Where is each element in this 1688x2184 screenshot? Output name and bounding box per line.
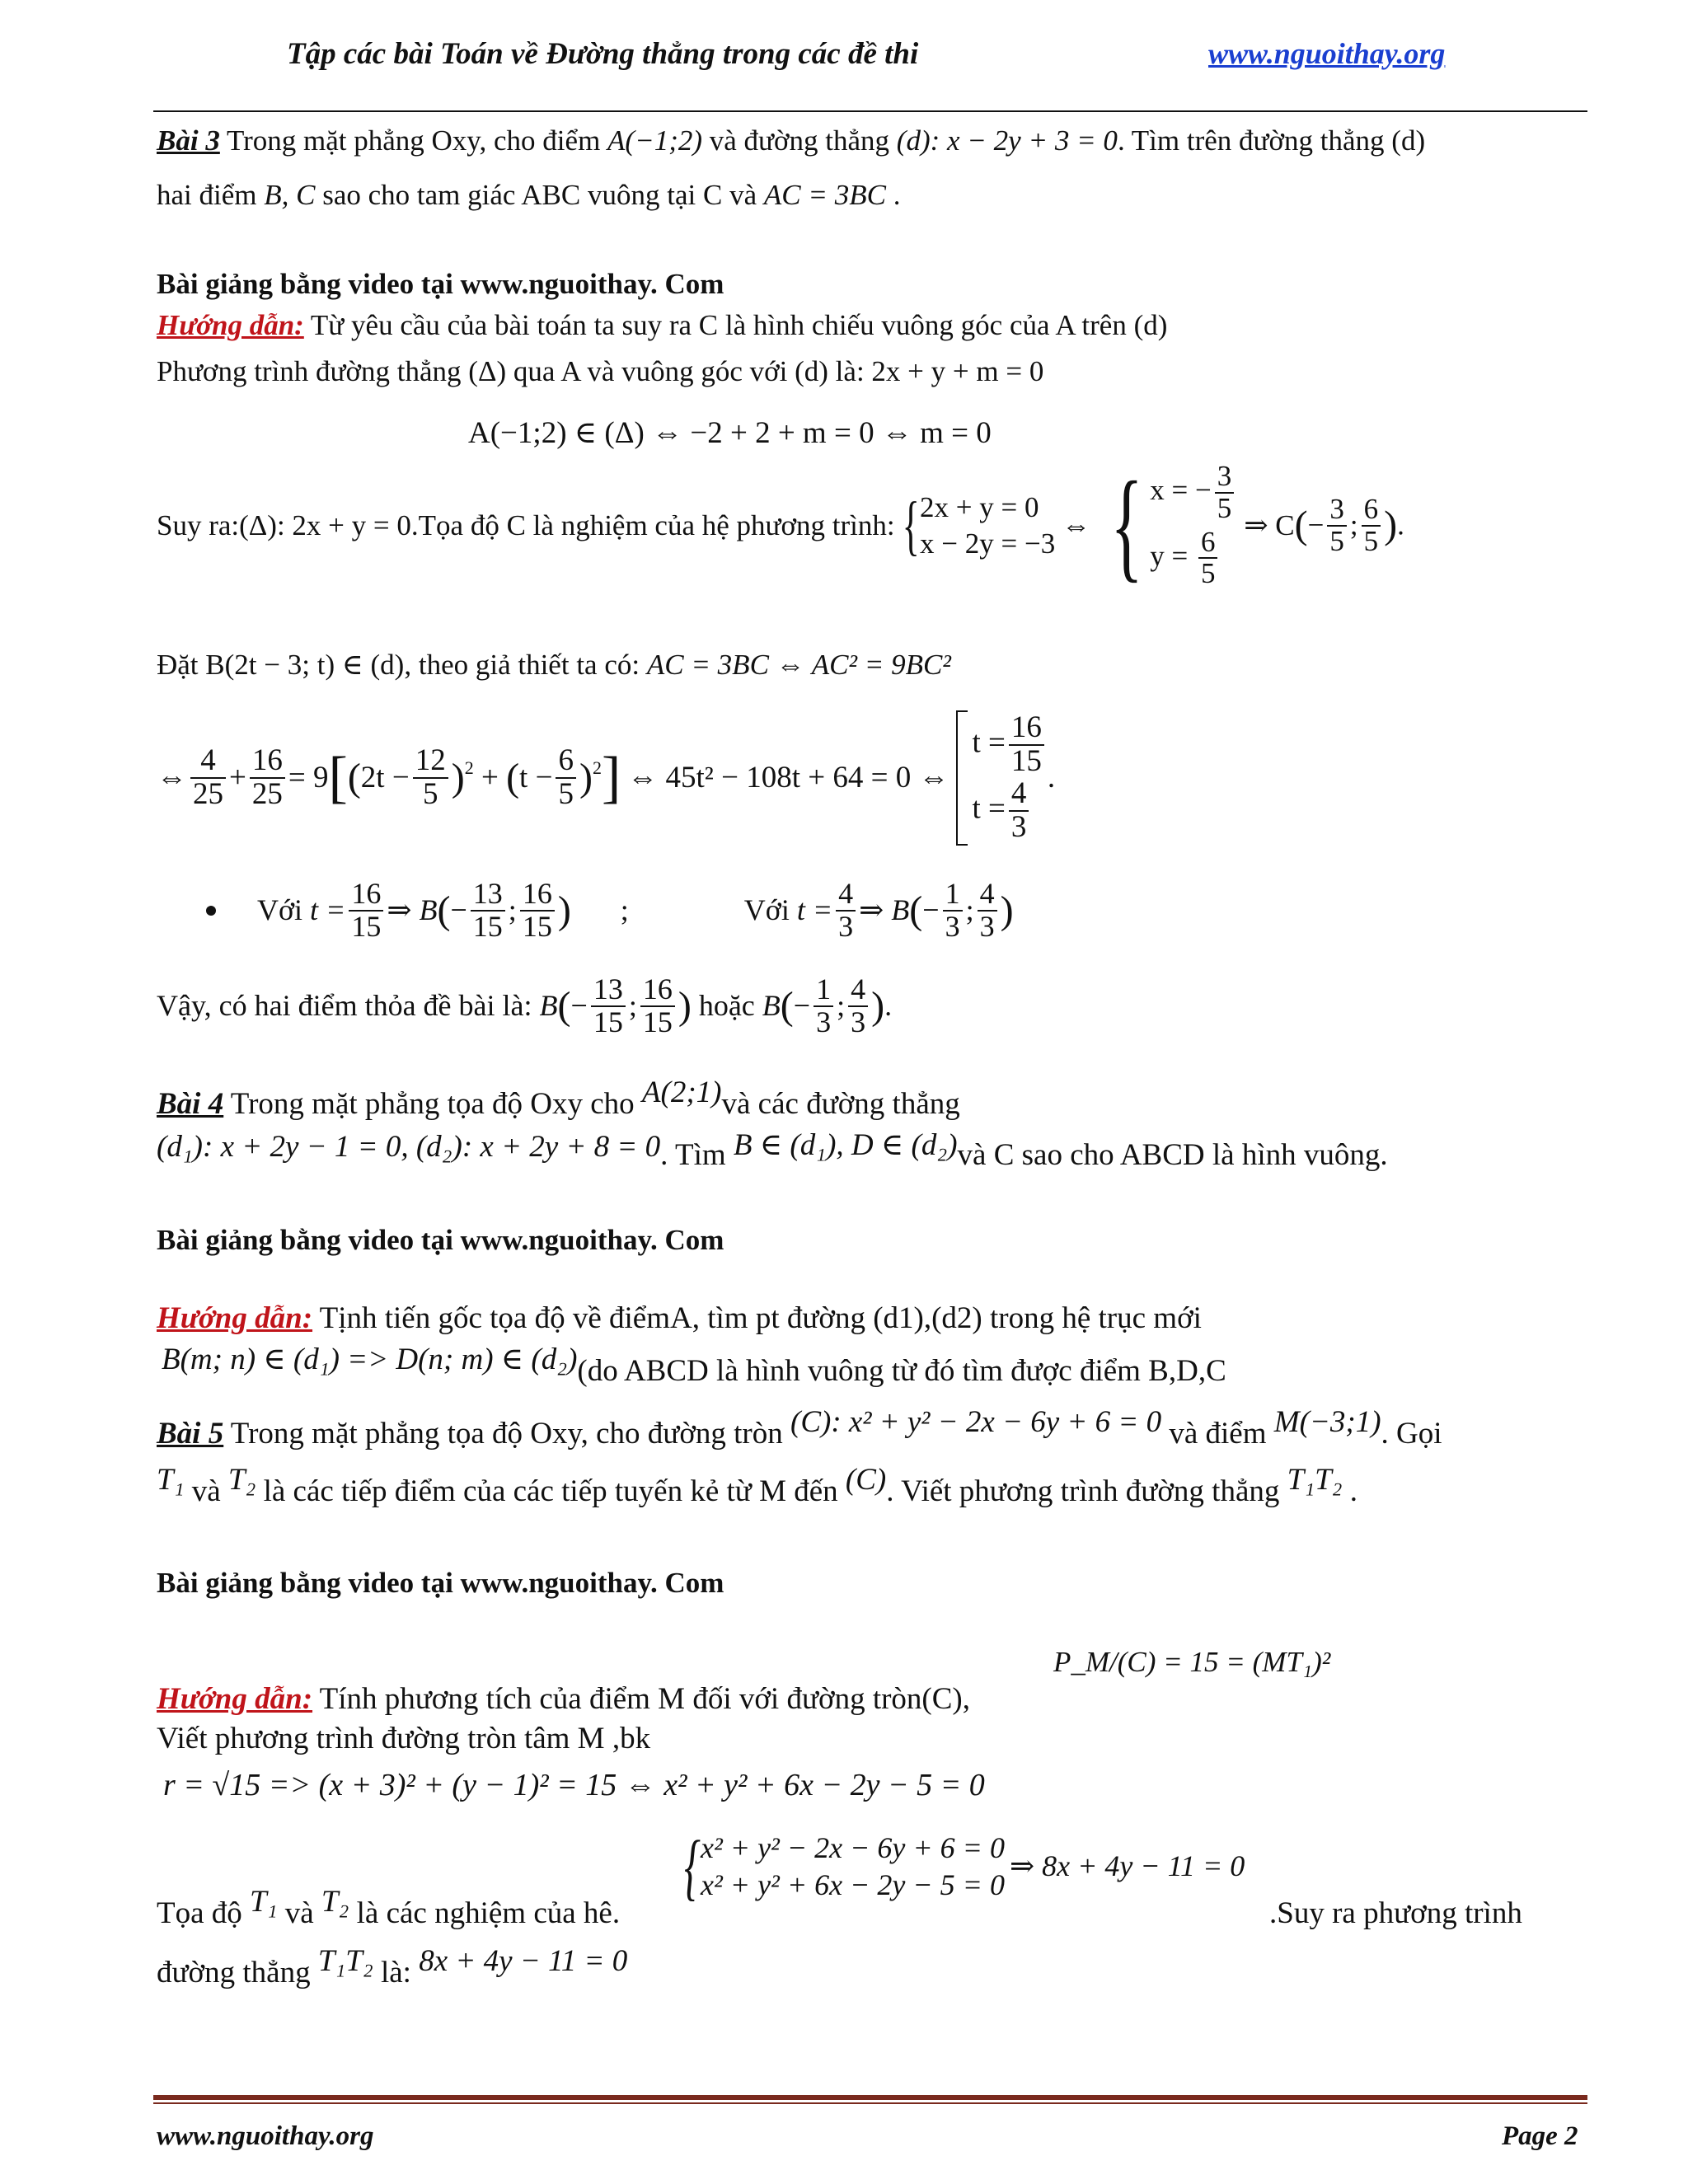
page-number: Page 2 bbox=[1502, 2121, 1578, 2151]
bai3-text: hoặc bbox=[691, 989, 762, 1023]
bai5-t2: T₂ bbox=[227, 1463, 256, 1497]
fraction bbox=[978, 879, 997, 943]
fraction bbox=[1327, 494, 1347, 557]
fraction bbox=[814, 974, 833, 1038]
fraction-num: 16 bbox=[520, 879, 555, 912]
plus: + bbox=[229, 760, 246, 794]
bai3-delta-line bbox=[157, 354, 1043, 389]
square: 2 bbox=[464, 757, 474, 779]
bai4-lines: (d₁): x + 2y − 1 = 0, (d₂): x + 2y + 8 = 0 bbox=[157, 1130, 661, 1164]
bai5-guide-line bbox=[157, 1681, 970, 1718]
bai3-implies-c: ⇒ C bbox=[1244, 509, 1295, 541]
bai5-system-brace: { bbox=[684, 1825, 701, 1908]
bai5-statement-line1 bbox=[157, 1405, 1442, 1452]
bracket: ] bbox=[601, 746, 621, 809]
plus: + bbox=[473, 760, 507, 794]
bai3-text: hai điểm bbox=[157, 179, 265, 211]
fraction-den: 15 bbox=[642, 1005, 673, 1038]
paren: ) bbox=[557, 888, 571, 932]
fraction bbox=[1198, 527, 1218, 590]
term: t − bbox=[519, 760, 553, 794]
bai5-guide-label: Hướng dẫn: bbox=[157, 1682, 313, 1716]
bai3-solution bbox=[1150, 462, 1237, 589]
bai3-system-line bbox=[157, 457, 1404, 593]
fraction-den: 3 bbox=[838, 909, 854, 943]
bai4-guide-label: Hướng dẫn: bbox=[157, 1301, 313, 1335]
t-var: t = bbox=[310, 893, 346, 927]
fraction bbox=[1009, 778, 1029, 844]
bai4-video-note: Bài giảng bằng video tại www.nguoithay. Com bbox=[157, 1224, 724, 1256]
bai4-text: và C sao cho ABCD là hình vuông. bbox=[957, 1138, 1388, 1172]
bai3-roots bbox=[973, 712, 1048, 843]
fraction-num: 1 bbox=[943, 879, 963, 912]
bai3-text: Suy ra: bbox=[157, 509, 240, 541]
bai4-mapping: B(m; n) ∈ (d₁) => D(n; m) ∈ (d₂) bbox=[162, 1343, 578, 1376]
fraction-num: 4 bbox=[848, 974, 868, 1007]
bai5-t1: T₁ bbox=[250, 1885, 278, 1919]
fraction-den: 5 bbox=[422, 777, 438, 811]
bai3-membership-equation: A(−1;2) ∈ (Δ) ⇔ −2 + 2 + m = 0 ⇔ m = 0 bbox=[468, 416, 992, 450]
term: 2t − bbox=[360, 760, 410, 794]
bai5-text: là: bbox=[373, 1956, 420, 1990]
fraction bbox=[943, 879, 963, 943]
fraction-num: 6 bbox=[556, 745, 576, 779]
bai5-radius-equation: r = √15 => (x + 3)² + (y − 1)² = 15 ⇔ x² + y² + 6x − 2y − 5 = 0 bbox=[163, 1768, 985, 1802]
bai3-text: Với bbox=[743, 893, 797, 927]
bai3-statement-line1 bbox=[157, 124, 1425, 158]
semicolon: ; bbox=[620, 893, 629, 927]
bai3-text: .Tọa độ C là nghiệm của hệ phương trình: bbox=[410, 509, 895, 541]
footer-divider bbox=[153, 2095, 1587, 2100]
bai5-text: Trong mặt phẳng tọa độ Oxy, cho đường tròn bbox=[223, 1417, 790, 1451]
bracket: [ bbox=[328, 746, 348, 809]
bai3-text: và đường thẳng bbox=[702, 124, 897, 157]
paren: ( bbox=[1294, 503, 1308, 547]
bai5-text: Tọa độ bbox=[157, 1896, 251, 1930]
bai5-t1: T₁ bbox=[157, 1463, 185, 1497]
bai3-text: Phương trình đường thẳng bbox=[157, 355, 469, 387]
bai3-text: y = bbox=[1150, 539, 1195, 572]
bai5-text: . bbox=[1342, 1474, 1358, 1508]
bai3-system-eq2: x − 2y = −3 bbox=[920, 527, 1056, 560]
semicolon: ; bbox=[837, 989, 846, 1023]
bai5-text: là các nghiệm của hê. bbox=[349, 1896, 621, 1930]
bai5-text: và điểm bbox=[1161, 1417, 1274, 1451]
bai3-guide-label: Hướng dẫn: bbox=[157, 309, 304, 341]
b-var: B bbox=[762, 989, 781, 1023]
fraction-num: 16 bbox=[349, 879, 383, 912]
bai5-text: và bbox=[277, 1896, 321, 1930]
bai5-video-note: Bài giảng bằng video tại www.nguoithay. Com bbox=[157, 1567, 724, 1599]
bai3-text: Trong mặt phẳng Oxy, cho điểm bbox=[219, 124, 608, 157]
fraction bbox=[848, 974, 868, 1038]
implies-b: ⇒ B bbox=[859, 893, 910, 927]
bai3-condition: AC = 3BC bbox=[763, 179, 886, 211]
period: . bbox=[1397, 509, 1404, 541]
fraction bbox=[1009, 712, 1044, 778]
paren: ) bbox=[1000, 888, 1014, 932]
header-title: Tập các bài Toán về Đường thẳng trong các đề thi bbox=[287, 37, 919, 71]
bai3-root2 bbox=[973, 778, 1048, 844]
bai5-guide-text: Tính phương tích của điểm M đối với đường tròn(C), bbox=[312, 1682, 970, 1716]
bai3-video-note: Bài giảng bằng video tại www.nguoithay. Com bbox=[157, 268, 724, 300]
header-divider bbox=[153, 110, 1587, 112]
header-website-link[interactable]: www.nguoithay.org bbox=[1208, 37, 1446, 70]
bai5-circle-line: Viết phương trình đường tròn tâm M ,bk bbox=[157, 1722, 651, 1755]
paren: ( bbox=[347, 756, 361, 800]
bai5-final-line bbox=[157, 1944, 628, 1991]
bai3-text: , theo giả thiết ta có: bbox=[404, 649, 647, 681]
footer-website[interactable]: www.nguoithay.org bbox=[157, 2121, 374, 2151]
bai3-label: Bài 3 bbox=[157, 124, 220, 157]
fraction-num: 4 bbox=[836, 879, 856, 912]
bai3-quadratic-line bbox=[157, 710, 1055, 846]
paren: ( bbox=[506, 756, 520, 800]
fraction-num: 16 bbox=[640, 974, 675, 1007]
bai3-distance-equation: AC = 3BC ⇔ AC² = 9BC² bbox=[646, 649, 951, 681]
paren: ( bbox=[780, 984, 794, 1028]
bai3-point-b: B(2t − 3; t) ∈ (d) bbox=[205, 649, 405, 681]
bai3-statement-line2 bbox=[157, 178, 900, 213]
fraction-den: 3 bbox=[851, 1005, 866, 1038]
bai3-line-d: (d): x − 2y + 3 = 0 bbox=[896, 124, 1118, 157]
fraction bbox=[836, 879, 856, 943]
bai3-roots-bracket bbox=[956, 710, 968, 846]
t-var: t = bbox=[796, 893, 833, 927]
bai3-equiv: ⇔ bbox=[1062, 509, 1091, 541]
bai5-power-formula: P_M/(C) = 15 = (MT₁)² bbox=[1053, 1646, 1331, 1678]
bai3-solution-y bbox=[1150, 527, 1237, 590]
bai4-text: . Tìm bbox=[660, 1138, 734, 1172]
fraction-num: 13 bbox=[471, 879, 505, 912]
implies-b: ⇒ B bbox=[387, 893, 438, 927]
fraction-num: 13 bbox=[591, 974, 626, 1007]
minus: − bbox=[570, 989, 588, 1023]
bai3-system-eq1: 2x + y = 0 bbox=[920, 490, 1039, 523]
bai3-text: qua A và vuông góc với (d) là: bbox=[506, 355, 872, 387]
bai5-system-eqs bbox=[701, 1830, 1005, 1904]
bai3-text: sao cho tam giác ABC vuông tại C và bbox=[315, 179, 764, 211]
bai4-point-a: A(2;1) bbox=[641, 1076, 722, 1109]
bai5-system-result: ⇒ 8x + 4y − 11 = 0 bbox=[1009, 1849, 1245, 1883]
bai5-text: là các tiếp điểm của các tiếp tuyến kẻ từ M đến bbox=[256, 1474, 846, 1508]
fraction-num: 4 bbox=[1009, 778, 1029, 812]
bai5-final-equation: 8x + 4y − 11 = 0 bbox=[419, 1944, 628, 1978]
semicolon: ; bbox=[1349, 509, 1358, 541]
bai4-guide-line bbox=[157, 1301, 1202, 1337]
bai3-delta-equation: 2x + y + m = 0 bbox=[871, 355, 1044, 387]
bai3-system-brace: { bbox=[902, 489, 920, 562]
fraction-num: 4 bbox=[978, 879, 997, 912]
bai5-t2: T₂ bbox=[321, 1885, 349, 1919]
t-label: t = bbox=[972, 791, 1006, 826]
bai3-delta-symbol: (Δ) bbox=[468, 355, 507, 387]
fraction-den: 15 bbox=[593, 1005, 623, 1038]
semicolon: ; bbox=[965, 893, 974, 927]
fraction-den: 25 bbox=[251, 777, 283, 811]
paren: ) bbox=[678, 984, 692, 1028]
bai4-guide-line2 bbox=[162, 1343, 1226, 1388]
bai5-system bbox=[678, 1825, 1245, 1908]
fraction-den: 15 bbox=[351, 909, 382, 943]
fraction bbox=[1215, 462, 1235, 524]
b-var: B bbox=[539, 989, 558, 1023]
fraction bbox=[640, 974, 675, 1038]
fraction-den: 3 bbox=[816, 1005, 832, 1038]
bai3-solution-brace: { bbox=[1110, 457, 1144, 593]
fraction-num: 4 bbox=[190, 745, 226, 779]
bai4-statement-line1 bbox=[157, 1076, 960, 1122]
bai3-system bbox=[920, 490, 1055, 562]
paren: ) bbox=[579, 756, 593, 800]
minus: − bbox=[1307, 509, 1325, 541]
bai5-t1t2: T₁T₂ bbox=[1287, 1463, 1343, 1497]
minus: − bbox=[922, 893, 940, 927]
minus: − bbox=[793, 989, 811, 1023]
fraction-den: 5 bbox=[558, 777, 574, 811]
footer-divider-thin bbox=[153, 2102, 1587, 2104]
bai3-guide-line bbox=[157, 308, 1167, 343]
period: . bbox=[884, 989, 893, 1023]
bai5-point-m: M(−3;1) bbox=[1273, 1405, 1381, 1439]
equiv: ⇔ bbox=[157, 760, 187, 794]
fraction-num: 3 bbox=[1215, 462, 1235, 494]
bai3-solution-x bbox=[1150, 462, 1237, 524]
bai3-point-a: A(−1;2) bbox=[607, 124, 703, 157]
bai5-text: và bbox=[184, 1474, 228, 1508]
fraction-den: 3 bbox=[979, 909, 995, 943]
bai5-toado-line bbox=[157, 1885, 621, 1932]
bai3-delta-final: (Δ): 2x + y = 0 bbox=[239, 509, 411, 541]
bai5-system-eq1: x² + y² − 2x − 6y + 6 = 0 bbox=[701, 1831, 1005, 1864]
bai3-points-bc: B, C bbox=[264, 179, 316, 211]
fraction-den: 15 bbox=[522, 909, 552, 943]
bai5-label: Bài 5 bbox=[157, 1417, 224, 1451]
semicolon: ; bbox=[628, 989, 637, 1023]
fraction bbox=[349, 879, 383, 943]
bai3-cases-line bbox=[206, 879, 1014, 943]
bai5-t1t2: T₁T₂ bbox=[317, 1944, 373, 1978]
bai5-text: . Viết phương trình đường thẳng bbox=[886, 1474, 1287, 1508]
fraction-num: 16 bbox=[250, 745, 285, 779]
fraction-num: 6 bbox=[1362, 494, 1381, 527]
bai3-text: Đặt bbox=[157, 649, 206, 681]
bai4-text: Trong mặt phẳng tọa độ Oxy cho bbox=[223, 1087, 642, 1121]
bai3-text: x = − bbox=[1150, 473, 1212, 506]
equals-nine: = 9 bbox=[288, 760, 329, 794]
period: . bbox=[1047, 760, 1056, 794]
bai5-c: (C) bbox=[845, 1463, 887, 1497]
bai3-text: Với bbox=[257, 893, 311, 927]
paren: ( bbox=[437, 888, 451, 932]
fraction-num: 12 bbox=[413, 745, 448, 779]
fraction-den: 5 bbox=[1329, 524, 1344, 557]
bai5-text: . Gọi bbox=[1381, 1417, 1442, 1451]
fraction bbox=[413, 745, 448, 811]
minus: − bbox=[450, 893, 467, 927]
bai4-text: và các đường thẳng bbox=[721, 1087, 960, 1121]
bai5-text: đường thẳng bbox=[157, 1956, 318, 1990]
bai3-quadratic: ⇔ 45t² − 108t + 64 = 0 ⇔ bbox=[627, 760, 950, 794]
bai5-suyra: .Suy ra phương trình bbox=[1269, 1896, 1522, 1930]
bai5-circle: (C): x² + y² − 2x − 6y + 6 = 0 bbox=[790, 1405, 1162, 1439]
fraction bbox=[591, 974, 626, 1038]
fraction-den: 5 bbox=[1363, 524, 1379, 557]
fraction-den: 5 bbox=[1217, 491, 1232, 524]
bai5-system-eq2: x² + y² + 6x − 2y − 5 = 0 bbox=[701, 1868, 1005, 1901]
paren: ) bbox=[1384, 503, 1398, 547]
bai3-text: Vậy, có hai điểm thỏa đề bài là: bbox=[157, 989, 540, 1023]
bullet-icon bbox=[206, 906, 216, 916]
fraction-num: 16 bbox=[1009, 712, 1044, 746]
bai3-dat-line bbox=[157, 648, 951, 682]
fraction-den: 15 bbox=[472, 909, 503, 943]
fraction-num: 6 bbox=[1198, 527, 1218, 560]
paren: ( bbox=[909, 888, 923, 932]
fraction bbox=[190, 745, 226, 811]
fraction bbox=[471, 879, 505, 943]
fraction-num: 1 bbox=[814, 974, 833, 1007]
fraction-den: 5 bbox=[1200, 557, 1216, 590]
fraction-den: 3 bbox=[945, 909, 960, 943]
bai3-guide-text: Từ yêu cầu của bài toán ta suy ra C là hình chiếu vuông góc của A trên (d) bbox=[303, 309, 1168, 341]
bai4-guide-text: Tịnh tiến gốc tọa độ về điểmA, tìm pt đường (d1),(d2) trong hệ trục mới bbox=[312, 1301, 1202, 1335]
semicolon: ; bbox=[508, 893, 517, 927]
fraction-den: 3 bbox=[1010, 809, 1027, 844]
fraction-num: 3 bbox=[1327, 494, 1347, 527]
paren: ) bbox=[451, 756, 465, 800]
bai4-members: B ∈ (d₁), D ∈ (d₂) bbox=[733, 1128, 958, 1162]
paren: ( bbox=[557, 984, 571, 1028]
fraction bbox=[556, 745, 576, 811]
fraction-den: 15 bbox=[1010, 744, 1042, 779]
fraction bbox=[1362, 494, 1381, 557]
bai3-root1 bbox=[973, 712, 1048, 778]
bai5-statement-line2 bbox=[157, 1463, 1358, 1510]
fraction-den: 25 bbox=[193, 777, 223, 811]
bai3-text: . bbox=[885, 179, 901, 211]
fraction bbox=[520, 879, 555, 943]
bai3-text: . Tìm trên đường thẳng (d) bbox=[1117, 124, 1426, 157]
bai4-guide-tail: (do ABCD là hình vuông từ đó tìm được điểm B,D,C bbox=[577, 1354, 1226, 1388]
square: 2 bbox=[592, 757, 602, 779]
bai4-label: Bài 4 bbox=[157, 1087, 224, 1121]
bai4-statement-line2 bbox=[157, 1128, 1388, 1174]
bai3-conclusion-line bbox=[157, 974, 892, 1038]
t-label: t = bbox=[972, 725, 1006, 760]
paren: ) bbox=[871, 984, 885, 1028]
fraction bbox=[250, 745, 285, 811]
